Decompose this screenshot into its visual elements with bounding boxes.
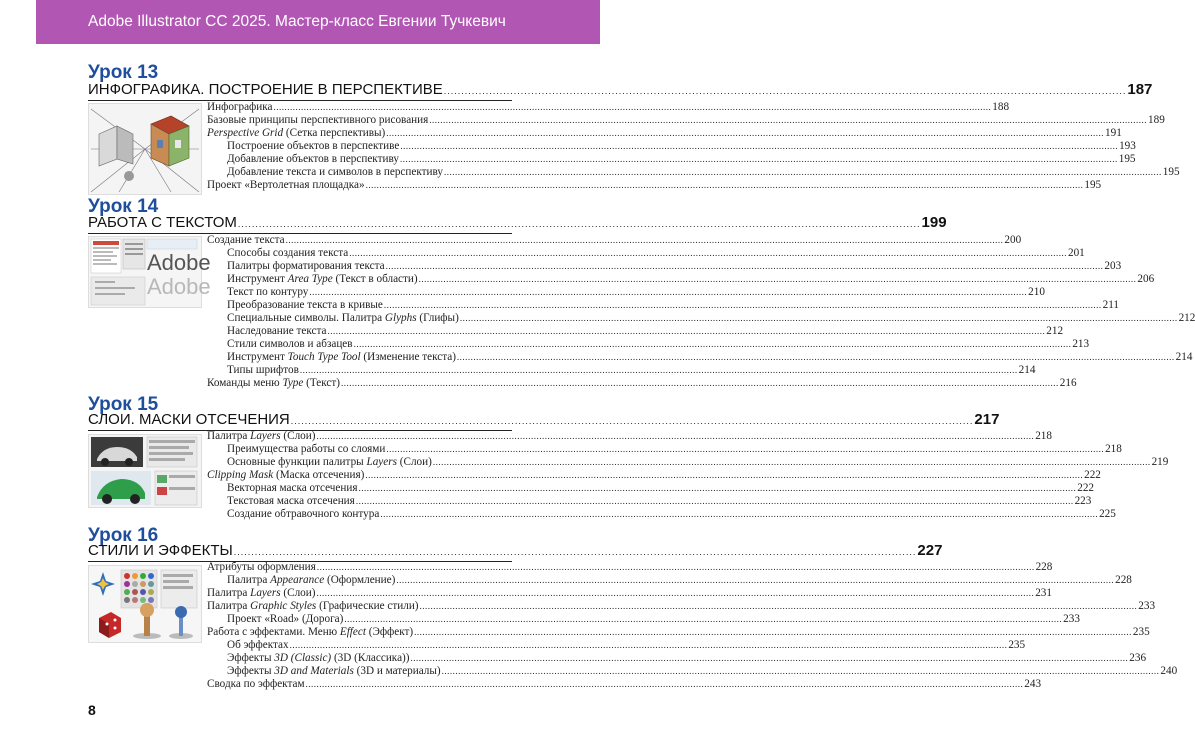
toc-entry[interactable]: Базовые принципы перспективного рисования ..... 189 — [207, 114, 512, 127]
toc-entry[interactable]: Палитры форматирования текста ..... 203 — [227, 260, 512, 273]
toc-entry[interactable]: Типы шрифтов ..... 214 — [227, 364, 512, 377]
chapter-15-row[interactable] — [88, 410, 1000, 431]
toc-entry[interactable]: Эффекты 3D and Materials (3D и материалы) ..... 240 — [227, 665, 512, 678]
lesson-16-title: Урок 16 — [88, 525, 159, 546]
toc-entry[interactable]: Perspective Grid (Сетка перспективы) ..... 191 — [207, 127, 512, 140]
toc-entry[interactable]: Создание текста ..... 200 — [207, 234, 512, 247]
toc-entry[interactable]: Палитра Layers (Слои) ..... 231 — [207, 587, 512, 600]
toc-entry[interactable]: Способы создания текста ..... 201 — [227, 247, 512, 260]
thumb-text-adobe: Adobe — [147, 250, 211, 275]
toc-entry[interactable]: Инструмент Touch Type Tool (Изменение текста) ..... 214 — [227, 351, 512, 364]
chapter-page: 187 — [1127, 81, 1153, 98]
toc-entry[interactable]: Векторная маска отсечения ..... 222 — [227, 482, 512, 495]
chapter-title: ИНФОГРАФИКА. ПОСТРОЕНИЕ В ПЕРСПЕКТИВЕ — [88, 81, 443, 98]
toc-entry[interactable]: Добавление объектов в перспективу ..... 195 — [227, 153, 512, 166]
chapter-page: 199 — [921, 214, 947, 231]
lesson-15-thumbnail — [88, 434, 202, 508]
toc-entry[interactable]: Создание обтравочного контура ..... 225 — [227, 508, 512, 521]
toc-entry[interactable]: Эффекты 3D (Classic) (3D (Классика)) ..... 236 — [227, 652, 512, 665]
toc-entry[interactable]: Clipping Mask (Маска отсечения) ..... 222 — [207, 469, 512, 482]
toc-entry[interactable]: Основные функции палитры Layers (Слои) ..... 219 — [227, 456, 512, 469]
chapter-13-row[interactable] — [88, 80, 1153, 101]
chapter-title: СЛОИ. МАСКИ ОТСЕЧЕНИЯ — [88, 411, 290, 428]
toc-entry[interactable]: Об эффектах ..... 235 — [227, 639, 512, 652]
toc-entry[interactable]: Палитра Layers (Слои) ..... 218 — [207, 430, 512, 443]
toc-entry[interactable]: Сводка по эффектам ..... 243 — [207, 678, 512, 691]
toc-entry[interactable]: Проект «Вертолетная площадка» ..... 195 — [207, 179, 512, 192]
toc-entry[interactable]: Стили символов и абзацев ..... 213 — [227, 338, 512, 351]
toc-entry[interactable]: Инструмент Area Type (Текст в области) ..... 206 — [227, 273, 512, 286]
book-title: Adobe Illustrator CC 2025. Мастер-класс Евгении Тучкевич — [88, 13, 506, 30]
chapter-title: РАБОТА С ТЕКСТОМ — [88, 214, 237, 231]
thumb-text-adobe-outline: Adobe — [147, 274, 211, 299]
toc-entry[interactable]: Преобразование текста в кривые ..... 211 — [227, 299, 512, 312]
toc-entry[interactable]: Проект «Road» (Дорога) ..... 233 — [227, 613, 512, 626]
toc-entry[interactable]: Текстовая маска отсечения ..... 223 — [227, 495, 512, 508]
chapter-14-row[interactable] — [88, 213, 947, 234]
toc-entry[interactable]: Команды меню Type (Текст) ..... 216 — [207, 377, 512, 390]
chapter-16-row[interactable] — [88, 541, 943, 562]
lesson-13-thumbnail — [88, 103, 202, 195]
toc-entry[interactable]: Инфографика ..... 188 — [207, 101, 512, 114]
lesson-14-thumbnail — [88, 236, 211, 308]
toc-entry[interactable]: Добавление текста и символов в перспективу ..... 195 — [227, 166, 512, 179]
lesson-13-title: Урок 13 — [88, 62, 159, 83]
chapter-title: СТИЛИ И ЭФФЕКТЫ — [88, 542, 233, 559]
lesson-16-thumbnail — [88, 565, 202, 643]
chapter-page: 227 — [917, 542, 943, 559]
header-bar — [36, 0, 600, 44]
toc-entry[interactable]: Построение объектов в перспективе ..... 193 — [227, 140, 512, 153]
lesson-14-title: Урок 14 — [88, 196, 159, 217]
toc-entry[interactable]: Преимущества работы со слоями ..... 218 — [227, 443, 512, 456]
lesson-15-title: Урок 15 — [88, 394, 159, 415]
toc-entry[interactable]: Наследование текста ..... 212 — [227, 325, 512, 338]
toc-entry[interactable]: Палитра Graphic Styles (Графические стили) ..... 233 — [207, 600, 512, 613]
toc-entry[interactable]: Специальные символы. Палитра Glyphs (Глифы) ..... 212 — [227, 312, 512, 325]
toc-entry[interactable]: Атрибуты оформления ..... 228 — [207, 561, 512, 574]
page-number: 8 — [88, 702, 96, 718]
toc-entry[interactable]: Текст по контуру ..... 210 — [227, 286, 512, 299]
toc-entry[interactable]: Работа с эффектами. Меню Effect (Эффект) ..... 235 — [207, 626, 512, 639]
chapter-page: 217 — [974, 411, 1000, 428]
toc-entry[interactable]: Палитра Appearance (Оформление) ..... 228 — [227, 574, 512, 587]
